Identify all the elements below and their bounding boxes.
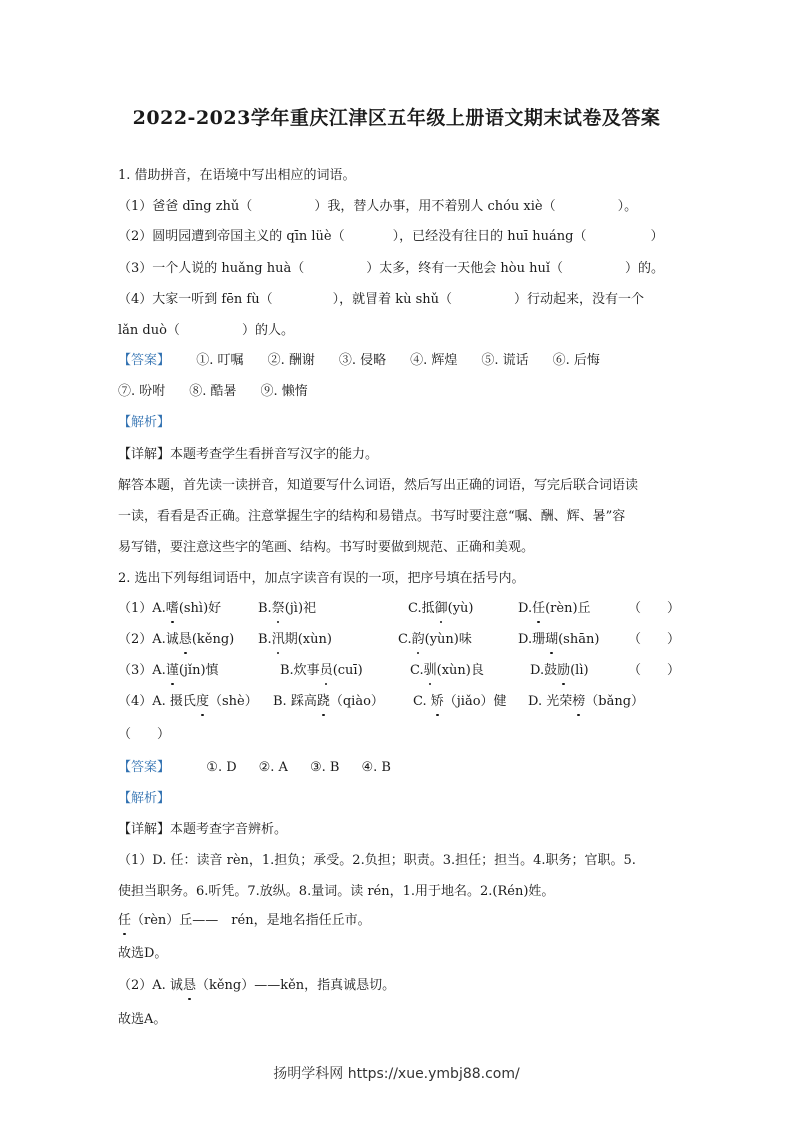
answer-item: ④. B [361,760,391,775]
explanation-line: 任（rèn）丘—— rén，是地名指任丘市。 [118,913,371,928]
answer-item: ⑧. 酷暑 [189,384,237,399]
option-item: （4）A. 摄氏度（shè） [118,694,258,709]
analysis-tag: 【解析】 [118,791,171,806]
option-item: C. 矫（jiǎo）健 [413,694,507,709]
option-item: D.任(rèn)丘 [518,601,591,616]
answer-item: ④. 辉煌 [410,353,458,368]
option-item: B.汛期(xùn) [258,632,332,647]
option-item: （2）A.诚恳(kěng) [118,632,235,647]
answer-item: ③. 侵略 [338,353,387,368]
option-item: B.祭(jì)祀 [258,601,317,616]
answer-tag: 【答案】 [118,353,171,368]
q2-row-4-blank: （ ） [118,727,171,742]
option-item: D.珊瑚(shān) [518,632,600,647]
explanation-line: （2）A. 诚恳（kěng）——kěn，指真诚恳切。 [118,978,396,993]
analysis-paragraph: 一读，看看是否正确。注意掌握生字的结构和易错点。书写时要注意“嘱、酬、辉、暑”容 [118,509,626,524]
option-item: D. 光荣榜（bǎng） [528,694,645,709]
answer-item: ②. 酬谢 [267,353,315,368]
detail-line: 【详解】本题考查学生看拼音写汉字的能力。 [118,447,379,462]
answer-list [206,760,413,775]
q2-stem: 2. 选出下列每组词语中，加点字读音有误的一项，把序号填在括号内。 [118,571,525,586]
answer-item: ①. D [206,760,237,775]
analysis-paragraph: 易写错，要注意这些字的笔画、结构。书写时要做到规范、正确和美观。 [118,540,535,555]
answer-item: ⑤. 谎话 [481,353,529,368]
option-item: C.驯(xùn)良 [410,663,484,678]
conclusion-line: 故选A。 [118,1012,167,1027]
answer-list [196,353,624,368]
detail-line: 【详解】本题考查字音辨析。 [118,822,288,837]
option-item: D.鼓励(lì) [530,663,589,678]
option-item: （1）A.嗜(shì)好 [118,601,222,616]
q1-item-3: （3）一个人说的 huǎng huà（ ）太多，终有一天他会 hòu huǐ（ ）的。 [118,261,664,276]
explanation-line: （1）D. 任：读音 rèn，1.担负；承受。2.负担；职责。3.担任；担当。4.职务；官职。5. [118,853,636,868]
q1-stem: 1. 借助拼音，在语境中写出相应的词语。 [118,168,356,183]
q1-answer-cont [118,383,332,401]
answer-list [118,384,332,399]
explanation-line: 使担当职务。6.听凭。7.放纵。8.量词。读 rén，1.用于地名。2.(Rén)姓。 [118,884,555,899]
option-item: （ ） [628,601,681,616]
q2-answer [118,759,413,777]
q1-item-1: （1）爸爸 dīng zhǔ（ ）我，替人办事，用不着别人 chóu xiè（ ）。 [118,199,638,214]
conclusion-line: 故选D。 [118,946,168,961]
answer-item: ⑨. 懒惰 [260,384,308,399]
q1-answer [118,352,624,370]
answer-item: ②. A [258,760,288,775]
analysis-tag: 【解析】 [118,415,171,430]
answer-item: ③. B [309,760,340,775]
q1-item-2: （2）圆明园遭到帝国主义的 qīn lüè（ ），已经没有往日的 huī huáng（ ） [118,229,664,244]
answer-tag: 【答案】 [118,760,171,775]
page-title: 2022-2023学年重庆江津区五年级上册语文期末试卷及答案 [132,107,661,129]
option-item: B.炊事员(cuī) [280,663,363,678]
answer-item: ①. 叮嘱 [196,353,244,368]
answer-item: ⑦. 吩咐 [118,384,166,399]
option-item: B. 踩高跷（qiào） [273,694,384,709]
option-item: （3）A.谨(jǐn)慎 [118,663,219,678]
footer-watermark: 扬明学科网 https://xue.ymbj88.com/ [273,1066,520,1082]
answer-item: ⑥. 后悔 [552,353,600,368]
q1-item-4-cont: lǎn duò（ ）的人。 [118,323,294,338]
option-item: （ ） [628,663,681,678]
option-item: （ ） [628,632,681,647]
option-item: C.韵(yùn)味 [398,632,472,647]
q1-item-4: （4）大家一听到 fēn fù（ ），就冒着 kù shǔ（ ）行动起来，没有一个 [118,292,645,307]
analysis-paragraph: 解答本题，首先读一读拼音，知道要写什么词语，然后写出正确的词语，写完后联合词语读 [118,478,639,493]
option-item: C.抵御(yù) [408,601,474,616]
